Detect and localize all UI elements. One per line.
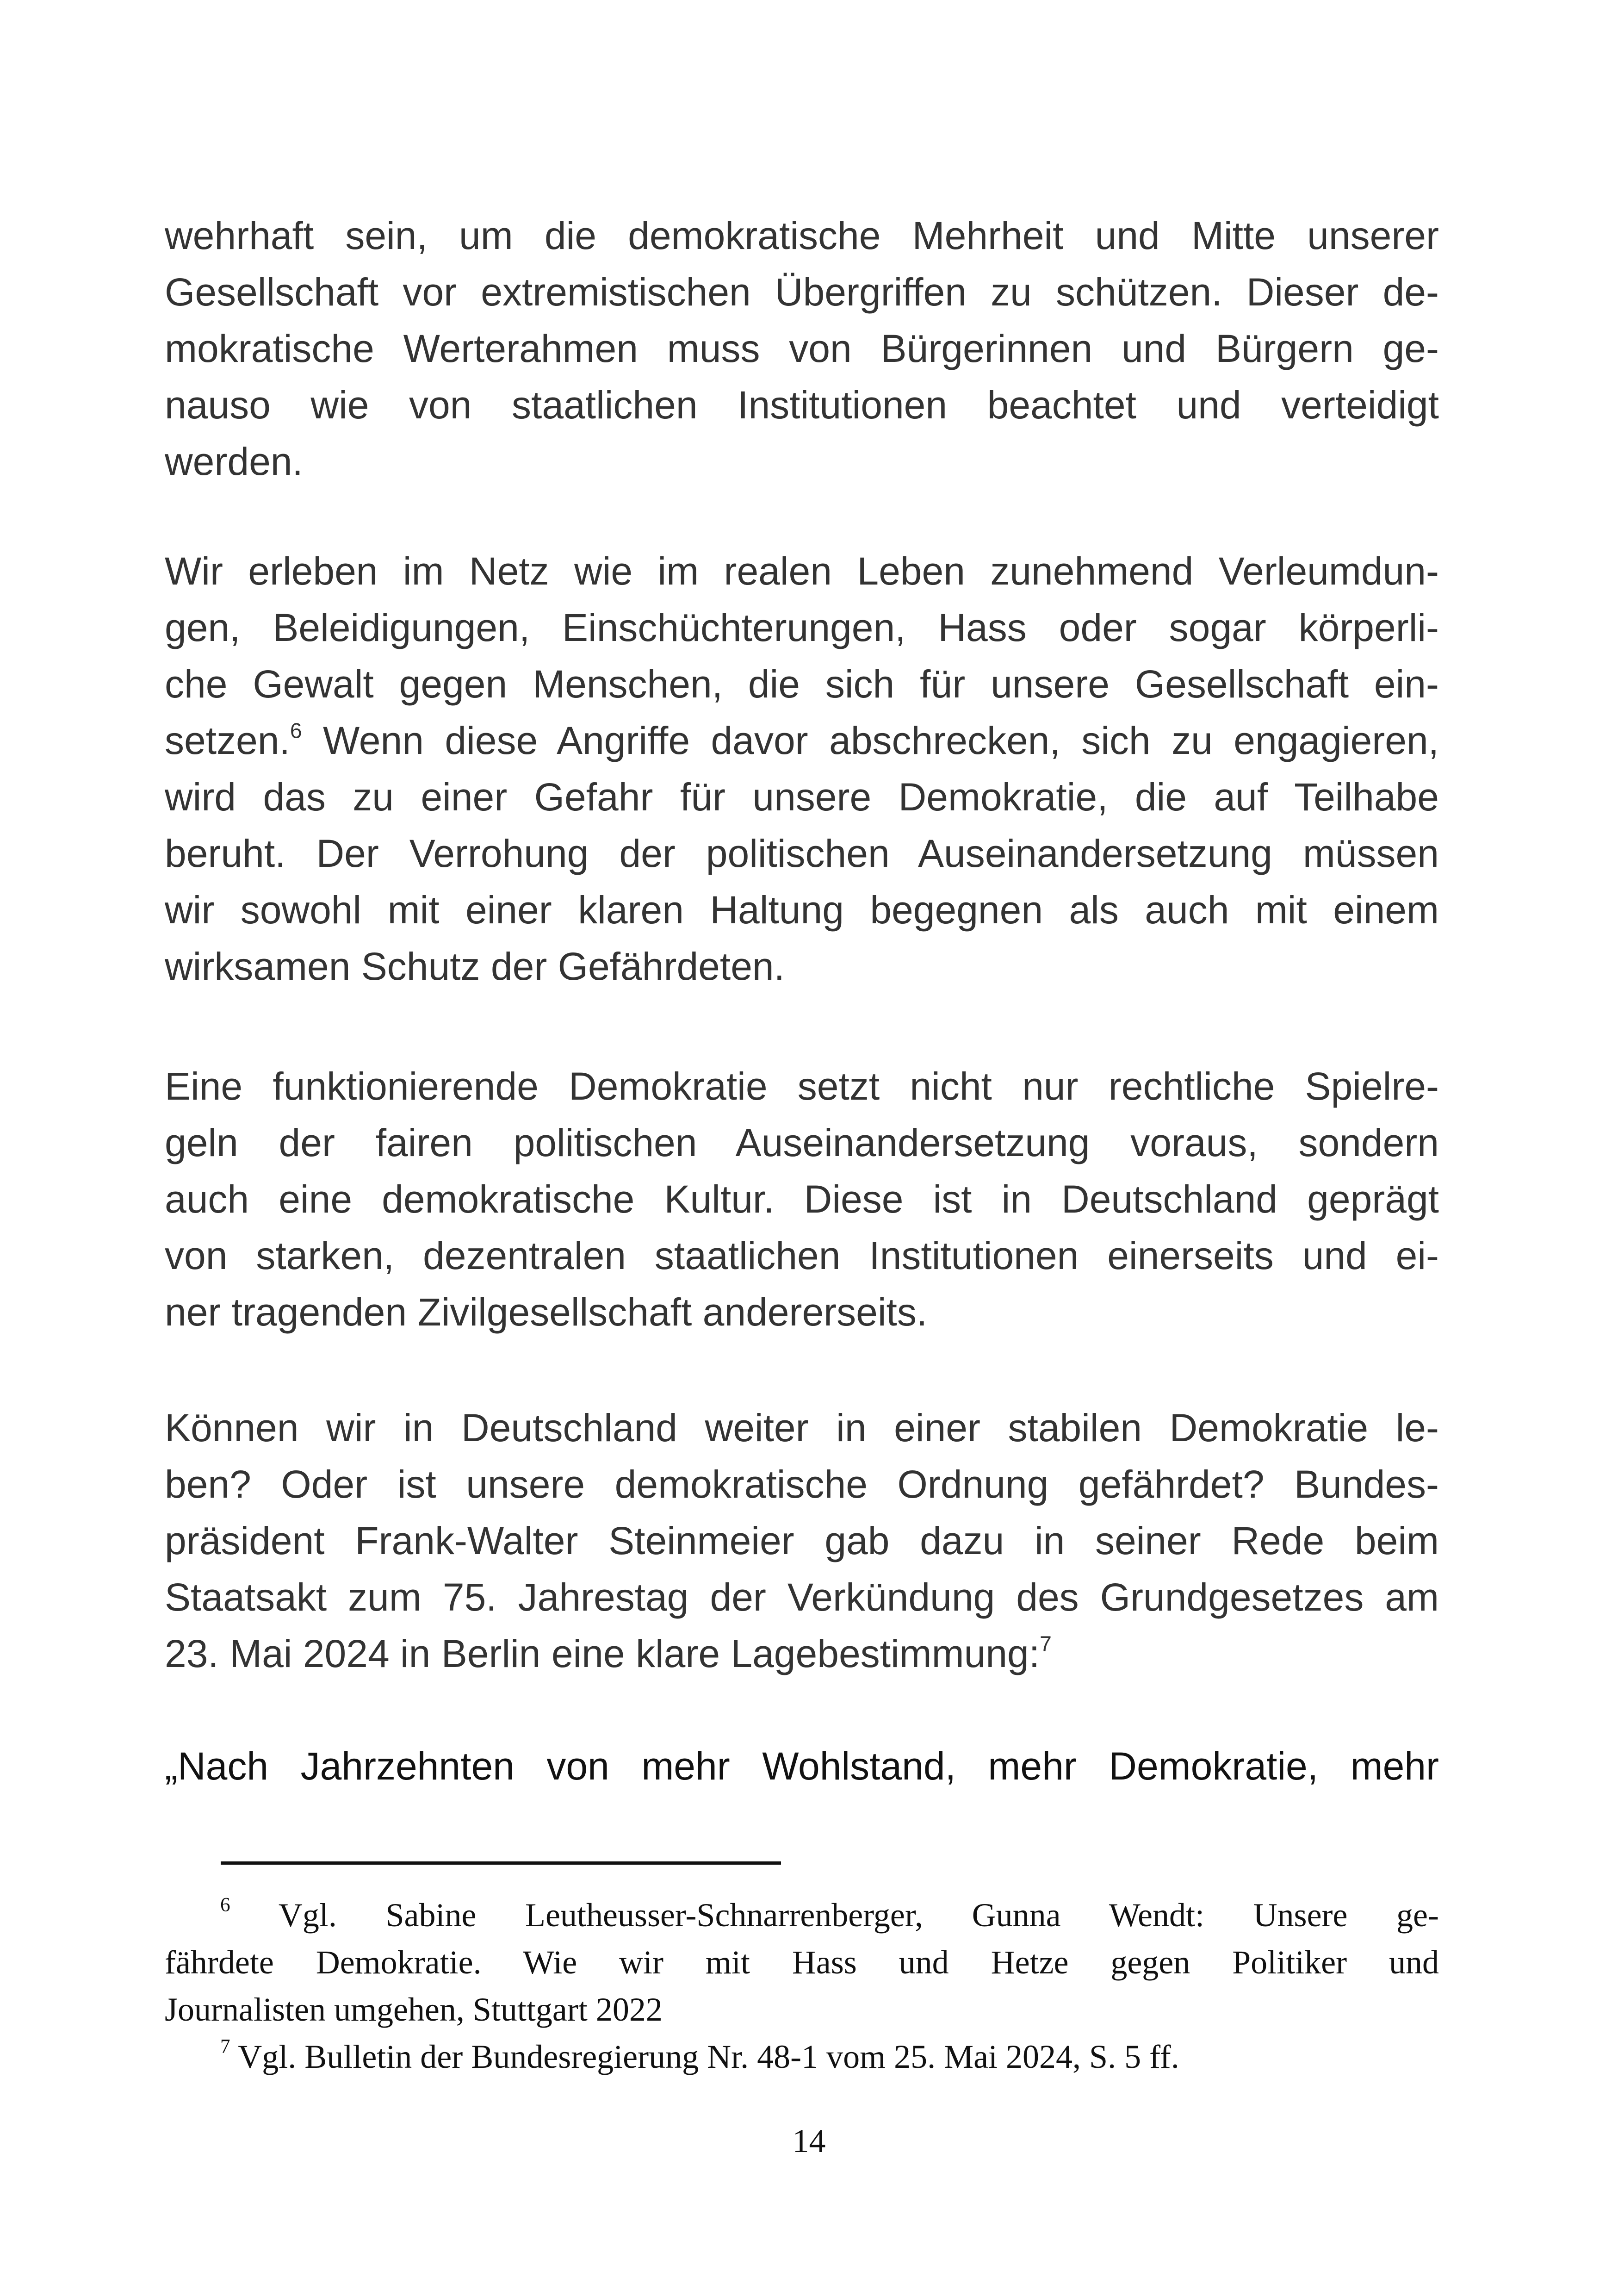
text-line xyxy=(165,2033,1439,2080)
paragraph-2 xyxy=(165,543,1439,995)
text-line: Eine funktionierende Demokratie setzt nicht nur rechtliche Spielre- xyxy=(165,1064,1439,1108)
text-line: Können wir in Deutschland weiter in einer stabilen Demokratie le- xyxy=(165,1406,1439,1450)
text-line: ner tragenden Zivilgesellschaft andererseits. xyxy=(165,1290,928,1334)
footnote-7 xyxy=(165,2033,1439,2080)
page-number: 14 xyxy=(792,2122,826,2159)
text-line: präsident Frank-Walter Steinmeier gab dazu in seiner Rede beim xyxy=(165,1519,1439,1562)
footnote-mark: 7 xyxy=(220,2035,230,2058)
text-line: ben? Oder ist unsere demokratische Ordnung gefährdet? Bundes- xyxy=(165,1462,1439,1506)
footnote-ref-6[interactable]: 6 xyxy=(290,718,302,743)
paragraph-3 xyxy=(165,1058,1439,1340)
text-line: von starken, dezentralen staatlichen Institutionen einerseits und ei- xyxy=(165,1234,1439,1277)
text-line xyxy=(165,1625,1439,1682)
text-line: nauso wie von staatlichen Institutionen beachtet und verteidigt xyxy=(165,383,1439,427)
text-line: „Nach Jahrzehnten von mehr Wohlstand, mehr Demokratie, mehr xyxy=(165,1744,1439,1788)
text-line: beruht. Der Verrohung der politischen Auseinandersetzung müssen xyxy=(165,832,1439,875)
footnote-6 xyxy=(165,1892,1439,2033)
text-line: gen, Beleidigungen, Einschüchterungen, Hass oder sogar körperli- xyxy=(165,606,1439,649)
text-line: wir sowohl mit einer klaren Haltung begegnen als auch mit einem xyxy=(165,888,1439,932)
paragraph-4 xyxy=(165,1400,1439,1682)
text-line: wird das zu einer Gefahr für unsere Demokratie, die auf Teilhabe xyxy=(165,775,1439,819)
text-line: wehrhaft sein, um die demokratische Mehrheit und Mitte unserer xyxy=(165,214,1439,257)
text-segment: Vgl. Sabine Leutheusser-Schnarrenberger, Gunna Wendt: Unsere ge- xyxy=(278,1897,1439,1934)
text-line: Wir erleben im Netz wie im realen Leben zunehmend Verleumdun- xyxy=(165,549,1439,593)
text-segment: 23. Mai 2024 in Berlin eine klare Lagebestimmung: xyxy=(165,1632,1040,1675)
paragraph-1 xyxy=(165,207,1439,490)
text-line: fährdete Demokratie. Wie wir mit Hass und Hetze gegen Politiker und xyxy=(165,1944,1439,1981)
text-line: wirksamen Schutz der Gefährdeten. xyxy=(165,945,785,988)
text-line: Gesellschaft vor extremistischen Übergriffen zu schützen. Dieser de- xyxy=(165,270,1439,314)
text-line: mokratische Werterahmen muss von Bürgerinnen und Bürgern ge- xyxy=(165,327,1439,370)
footnote-ref-7[interactable]: 7 xyxy=(1040,1631,1052,1656)
text-line xyxy=(165,1892,1439,1939)
text-line xyxy=(165,712,1439,769)
text-line: Staatsakt zum 75. Jahrestag der Verkündung des Grundgesetzes am xyxy=(165,1575,1439,1619)
text-line: auch eine demokratische Kultur. Diese ist in Deutschland geprägt xyxy=(165,1177,1439,1221)
text-segment: Vgl. Bulletin der Bundesregierung Nr. 48-1 vom 25. Mai 2024, S. 5 ff. xyxy=(238,2038,1179,2075)
text-line: Journalisten umgehen, Stuttgart 2022 xyxy=(165,1991,663,2028)
text-line: geln der fairen politischen Auseinandersetzung voraus, sondern xyxy=(165,1121,1439,1164)
footnote-separator xyxy=(221,1861,781,1865)
quote-start xyxy=(165,1738,1439,1794)
text-segment: Wenn diese Angriffe davor abschrecken, sich zu engagieren, xyxy=(302,719,1439,762)
footnote-mark: 6 xyxy=(220,1894,230,1916)
text-line: werden. xyxy=(165,440,303,483)
text-line: che Gewalt gegen Menschen, die sich für unsere Gesellschaft ein- xyxy=(165,662,1439,706)
text-segment: setzen. xyxy=(165,719,290,762)
